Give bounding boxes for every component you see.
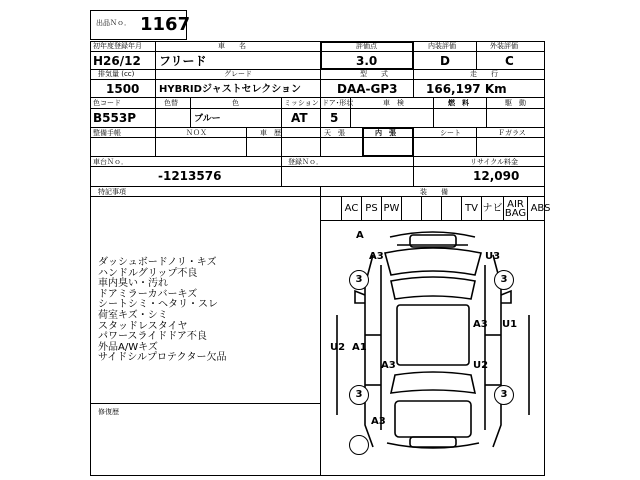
glass-label: Ｆガラス [498, 129, 526, 137]
note-item: 外品A/Wキズ [98, 341, 158, 353]
lot-number: 1167 [140, 14, 191, 35]
note-item: ダッシュボードノリ・キズ [98, 257, 217, 268]
interior-score-label: 内装評価 [428, 42, 456, 50]
repair-label: 修復歴 [98, 408, 119, 416]
name-label: 車 名 [218, 42, 246, 50]
manual-label: 整備手帳 [93, 129, 121, 137]
seat-label: シート [440, 129, 461, 137]
model-value: DAA-GP3 [337, 82, 398, 96]
door-label: ドア･形状 [322, 99, 354, 107]
recycle-value: 12,090 [473, 169, 520, 183]
note-item: シートシミ・ヘタリ・スレ [98, 299, 218, 311]
history-label: 車 歴 [260, 129, 281, 137]
note-item: パワースライドドア不良 [98, 331, 207, 343]
equipment-cell: AC [341, 197, 361, 220]
color-value: ブルー [194, 114, 221, 124]
equipment-cell: PS [361, 197, 381, 220]
damage-left-rear: A3 [381, 360, 396, 371]
equipment-label: 装 備 [420, 188, 448, 196]
score-label: 評価点 [356, 42, 377, 50]
note-item: 荷室キズ・シミ [98, 310, 168, 321]
equipment-cell: ABS [527, 197, 553, 220]
damage-right-door: A3 [473, 319, 488, 330]
note-item: サイドシルプロテクター欠品 [98, 352, 227, 364]
note-item: ハンドルグリップ不良 [98, 267, 198, 279]
model-label: 型 式 [360, 70, 388, 78]
note-item: ドアミラーカバーキズ [98, 288, 198, 300]
tire-rear-left: 3 [349, 385, 369, 405]
damage-front-right: U3 [485, 251, 501, 262]
equipment-cell [441, 197, 461, 220]
exterior-score-label: 外装評価 [490, 42, 518, 50]
note-item: 車内臭い・汚れ [98, 278, 168, 290]
color-label: 色 [232, 99, 239, 107]
color-code-value: B553P [93, 111, 136, 125]
equipment-cell: AIR BAG [504, 198, 527, 219]
nox-label: ＮＯＸ [186, 129, 207, 137]
damage-right-rear: U2 [473, 360, 489, 371]
equipment-cell: TV [461, 197, 481, 220]
equipment-cell [421, 197, 441, 220]
chassis-value: -1213576 [158, 169, 222, 183]
name-value: フリード [159, 54, 207, 68]
year-value: H26/12 [93, 54, 141, 68]
damage-rear: A3 [371, 416, 386, 427]
damage-right-sill: U1 [502, 319, 518, 330]
exterior-score-value: C [505, 54, 514, 68]
tire-front-right: 3 [494, 270, 514, 290]
damage-front: A [356, 230, 364, 241]
score-value: 3.0 [356, 54, 378, 68]
damage-left-sill: U2 [330, 342, 346, 353]
displacement-label: 排気量 (cc) [98, 70, 135, 78]
chassis-label: 車台Ｎｏ． [93, 158, 128, 166]
grade-value: HYBRIDジャストセレクション [159, 84, 302, 95]
registration-label: 登録Ｎｏ． [288, 158, 323, 166]
mission-value: AT [291, 111, 308, 125]
damage-left-door: A1 [352, 342, 367, 353]
interior-trim-label: 内 張 [375, 129, 396, 137]
notes-label: 特記事項 [98, 188, 126, 196]
equipment-cell [401, 197, 421, 220]
fuel-label: 燃 料 [448, 99, 469, 107]
interior-score-value: D [440, 54, 450, 68]
mission-label: ミッション [284, 99, 319, 107]
inspection-label: 車 検 [383, 99, 404, 107]
tire-front-left: 3 [349, 270, 369, 290]
damage-front-left: A3 [369, 251, 384, 262]
drive-label: 駆 動 [505, 99, 526, 107]
displacement-value: 1500 [106, 82, 140, 96]
note-item: スタッドレスタイヤ [98, 320, 188, 332]
roof-label: 天 張 [324, 129, 345, 137]
tire-rear-right: 3 [494, 385, 514, 405]
color-code-label: 色コード [93, 99, 121, 107]
color-change-label: 色替 [164, 99, 178, 107]
year-label: 初年度登録年月 [93, 42, 142, 50]
mileage-label: 走 行 [470, 70, 498, 78]
door-value: 5 [330, 111, 339, 125]
mileage-value: 166,197 Km [426, 82, 507, 96]
spare-tire [349, 435, 369, 455]
equipment-cell: ナビ [481, 197, 503, 220]
equipment-cell: PW [381, 197, 401, 220]
recycle-label: リサイクル料金 [470, 158, 519, 166]
lot-label: 出品Ｎｏ． [96, 19, 131, 27]
grade-label: グレード [224, 70, 252, 78]
